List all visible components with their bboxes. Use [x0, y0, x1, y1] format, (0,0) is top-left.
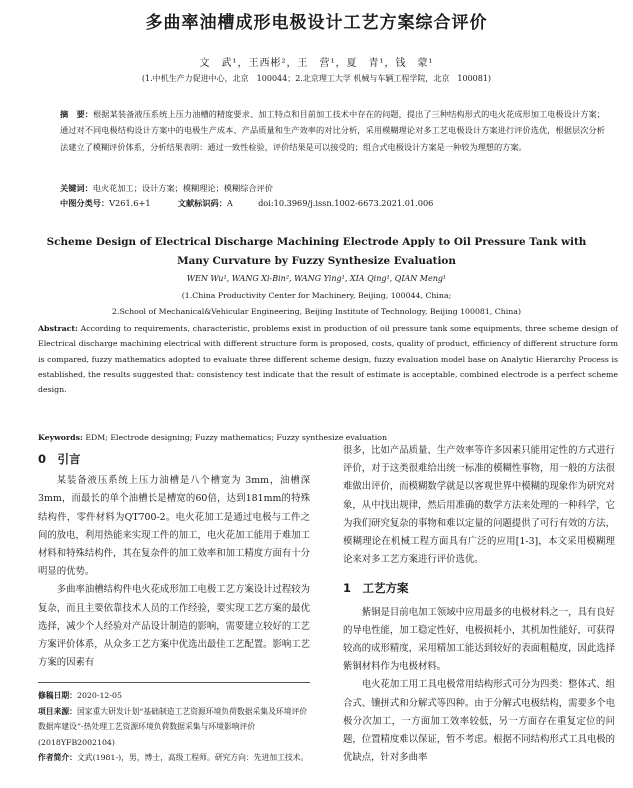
section-0-paragraph-2: 多曲率油槽结构件电火花成形加工电极工艺方案设计过程较为复杂，而且主要依靠技术人员的工作经验，要实现工艺方案的最优选择，减少个人经验对产品设计制造的影响，需要建立较好的工艺方案评价体系，从众多工艺方案中优选出最佳工艺配置。影响工艺方案的因素有 [38, 584, 310, 669]
footnote [38, 688, 310, 766]
section-1-paragraph-1: 紫铜是目前电加工领域中应用最多的电极材料之一，具有良好的导电性能，加工稳定性好，电极损耗小，其机加性能好，可获得较高的成形精度，采用精加工能达到较好的表面粗糙度，因此选择紫铜材料作为电极材料。 [343, 606, 615, 673]
paper-title-cn: 多曲率油槽成形电极设计工艺方案综合评价 [145, 13, 488, 33]
affiliation-cn: (1.中机生产力促进中心，北京 100044；2.北京理工大学 机械与车辆工程学院，北京 100081) [141, 74, 492, 83]
authors-cn: 文 武¹，王西彬²，王 营¹，夏 青¹，钱 蒙¹ [199, 58, 434, 69]
keywords-en-label: Keywords: [38, 433, 83, 442]
funding-value: 国家重大研发计划“基础制造工艺资源环境负荷数据采集及环境评价数据库建设”-热处理工艺资源环境负荷数据采集与环境影响评价(2018YFB2002104) [38, 706, 308, 747]
author-bio [38, 750, 310, 766]
keywords-cn-text: 电火花加工；设计方案；模糊理论；模糊综合评价 [92, 183, 273, 193]
abstract-cn-label: 摘 要： [60, 109, 94, 119]
abstract-cn [60, 106, 605, 155]
abstract-en-text: According to requirements, characteristic, problems exist in production of oil pressure tank some equipments, three scheme design of Electrical discharge machining electrical with different structure form is proposed, costs, quality of product, efficiency of different structure form is compared, fuzzy mathematics adopted to evaluate three different scheme design, fuzzy evaluation model base on Analytic Hierarchy Process is established, the results suggested that: consistency test indicate that the result of estimate is acceptable, combined electrode is a perfect scheme design. [38, 324, 619, 395]
revision-date-value: 2020-12-05 [76, 691, 122, 700]
keywords-cn-label: 关键词： [60, 183, 93, 193]
revision-date-label: 修稿日期： [38, 691, 77, 700]
clc-label: 中图分类号： [60, 198, 110, 208]
doi: doi:10.3969/j.issn.1002-6673.2021.01.006 [258, 198, 434, 208]
funding-label: 项目来源： [38, 706, 77, 716]
doc-code-label: 文献标识码： [177, 198, 227, 208]
footnote-divider [38, 682, 310, 683]
authors-en: WEN Wu¹, WANG Xi-Bin², WANG Ying¹, XIA Qing¹, QIAN Meng¹ [186, 274, 447, 283]
doc-code-value: A [226, 198, 233, 208]
abstract-en-label: Abstract: [38, 324, 78, 333]
keywords-en-text: EDM; Electrode designing; Fuzzy mathematics; Fuzzy synthesize evaluation [85, 433, 387, 442]
author-bio-value: 文武(1981-)，男，博士，高级工程师。研究方向：先进加工技术。 [76, 753, 309, 762]
abstract-en [38, 321, 618, 397]
keywords-en [38, 433, 387, 442]
right-column [343, 442, 615, 767]
left-column [38, 450, 310, 672]
section-1-heading: 1 工艺方案 [343, 581, 409, 596]
section-0-heading: 0 引言 [38, 452, 81, 466]
keywords-cn [60, 180, 605, 196]
abstract-cn-text: 根据某装备液压系统上压力油槽的精度要求、加工特点和目前加工技术中存在的问题，提出了三种结构形式的电火花成形加工电极设计方案；通过对不同电极结构设计方案中的电极生产成本、产品质量和生产效率的对比分析，采用模糊理论对多工艺电极设计方案进行评价选优，根据层次分析法建立了模糊评价体系，分析结果表明：通过一致性检验，评价结果是可以接受的；组合式电极设计方案是一种较为理想的方案。 [60, 109, 605, 152]
clc-value: V261.6+1 [109, 198, 151, 208]
section-0-paragraph-1: 某装备液压系统上压力油槽是八个槽宽为 3mm，油槽深3mm，而最长的单个油槽长是槽宽的60倍，达到181mm的特殊结构件，零件材料为QT700-2。电火花加工是通过电极与工件之间的放电，利用热能来实现工件的加工，电火花加工能用于难加工材料和特殊结构件，其在复杂件的加工效率和加工精度方面有十分明显的优势。 [38, 475, 310, 578]
paper-title-en: Scheme Design of Electrical Discharge Machining Electrode Apply to Oil Pressure Tank with Many Curvature by Fuzzy Synthesize Evaluation [46, 236, 587, 267]
classification-line [60, 198, 433, 209]
author-bio-label: 作者简介： [38, 753, 77, 762]
affiliation-en-2: 2.School of Mechanical&Vehicular Engineering, Beijing Institute of Technology, Beijing 100081, China) [112, 307, 521, 316]
funding [38, 704, 310, 751]
revision-date [38, 688, 310, 704]
affiliation-en-1: (1.China Productivity Center for Machinery, Beijing, 100044, China; [181, 291, 452, 300]
right-paragraph-1: 很多，比如产品质量、生产效率等许多因素只能用定性的方式进行评价，对于这类很难给出统一标准的模糊性事物，用一般的方法很难做出评价，而模糊数学就是以客观世界中模糊的现象作为研究对象，从中找出规律，然后用准确的数学方法来处理的一种科学，它为我们研究复杂的事物和难以定量的问题提供了可行有效的方法，模糊理论在机械工程方面具有广泛的应用[1-3]，本文采用模糊理论来对多工艺方案进行评价选优。 [343, 445, 615, 566]
section-1-paragraph-2: 电火花加工用工具电极常用结构形式可分为四类：整体式、组合式、镶拼式和分解式等四种。由于分解式电极结构，需要多个电极分次加工，一方面加工效率较低，另一方面存在重复定位的问题，位置精度难以保证，暂不考虑。根据不同结构形式工具电极的优缺点，针对多曲率 [343, 679, 615, 764]
